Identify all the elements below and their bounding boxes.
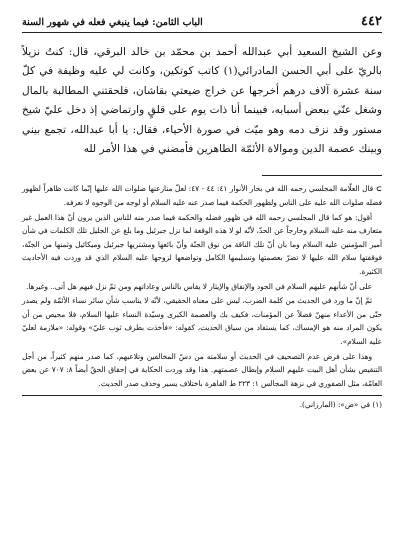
footnote-divider (262, 175, 382, 176)
main-text (22, 43, 382, 159)
footnote-paragraph: وهذا على فرض عدم التصحيف في الحديث أو سلامته من دسّ المخالفين وتلاعبهم، كما صدر منهم كثيراً، من أجل التنقيص بشأن أهل البيت عليهم السلام وإبطال عصمتهم. هذا وقد وردت الحكاية في إحقاق الحقّ أيضاً ٨: ٧٠٧ عن بعض العامّة، مثل الصفوري في نزهة المجالس ١: ٢٢٣ ط القاهرة باختلاف يسير وحذف صدر الحديث. (22, 351, 382, 388)
footnote-paragraph: على أنّ شأنهم عليهم السلام في الجود والإنفاق والإيثار لا يقاس بالناس وعاداتهم ومن ثمّ نزل فيهم هل أتى.. وغيرها. (26, 281, 372, 291)
header-divider (22, 32, 382, 33)
footnote-marker-icon: ⊃ (373, 184, 383, 194)
main-paragraph: وعن الشيخ السعيد أبي عبدالله أحمد بن محمّد بن خالد البرقي، قال: كنتُ نزيلاً بالريّ على أبي الحسن المادرائي(١) كاتب كوتكين، وكانت لي عليه وظيفة في كلّ سنة عشرة آلاف درهم أخرجها عن خراج ضيعتي بقاشان، فلحقتني المطالبة بالمال وشغل عنّي ببعض أسبابه، فبينما أنا ذات يوم على قلقٍ وارتماضي إذ دخل عليّ شيخ مستور وقد نزف دمه وهو ميّت في صورة الأحياء، فقال: يا أبا عبدالله، تجمع بيني وبينك عصمة الدين وموالاة الأئمّة الطاهرين فأمضني في هذا الأمر لله (22, 46, 382, 156)
page-header (22, 14, 382, 29)
footnotes (22, 182, 382, 390)
bottom-divider (22, 395, 382, 396)
running-title: الباب الثامن: فيما ينبغي فعله في شهور السنة (22, 17, 203, 28)
page-number: ٤٤٢ (361, 14, 382, 29)
footnote-paragraph (22, 182, 382, 209)
footnote-paragraph: ثمّ إنّ ما ورد في الحديث من كلمة الضرب، ليس على معناه الحقيقي، لأنّه لا يناسب شأن سائر نساء الأئمّة ولم يصدر حتّى من الأعداء منهنّ فضلاً عن المؤمنات، فكيف بك والعصمة الكبرى وسيّدة النساء عليها السلام، فلا محيص من أن يكون المراد منه هو الإمساك، كما يستفاد من سياق الحديث، كقوله: «فأخذت بطرف ثوب عليّ» وقوله: «ملازمة لعليّ عليه السلام». (22, 296, 382, 346)
variant-note: (١) في «ض»: (المارزاني). (299, 400, 382, 410)
footnote-paragraph-text: قال العلّامة المجلسي رحمه الله في بحار الأنوار ٤١: ٤٤ - ٤٧: لعلّ منازعتها صلوات الله عليها إنّما كانت ظاهراً لظهور فضله صلوات الله عليه على الناس ولظهور الحكمة فيما صدر عنه عليه السلام أو لوجه من الوجوه لا نعرفه. (22, 184, 382, 208)
footnote-paragraph: أقول: هو كما قال المجلسي رحمه الله في ظهور فضله والحكمة فيما صدر منه للناس الذين يرون أنّ هذا العمل غير متعارف منه عليه السلام وخارجاً عن الحدّ، لأنّه لو لا هذه الوقعة لما نزل جبرئيل وما بلغ عن الجليل تلك الكلمات في شأن أمير المؤمنين عليه السلام وما بان أنّ تلك الناقة من نوق الجنّة وأنّ بائعها ومشتريها جبرئيل وميكائيل وثمنها من الجنّة، فوقفتها سلام الله عليها لا تضرّ بعصمتها وتسليمها الكامل وتواضعها لزوجها عليه السلام الذي قد وردت فيه الأحاديث الكثيرة. (22, 212, 382, 276)
